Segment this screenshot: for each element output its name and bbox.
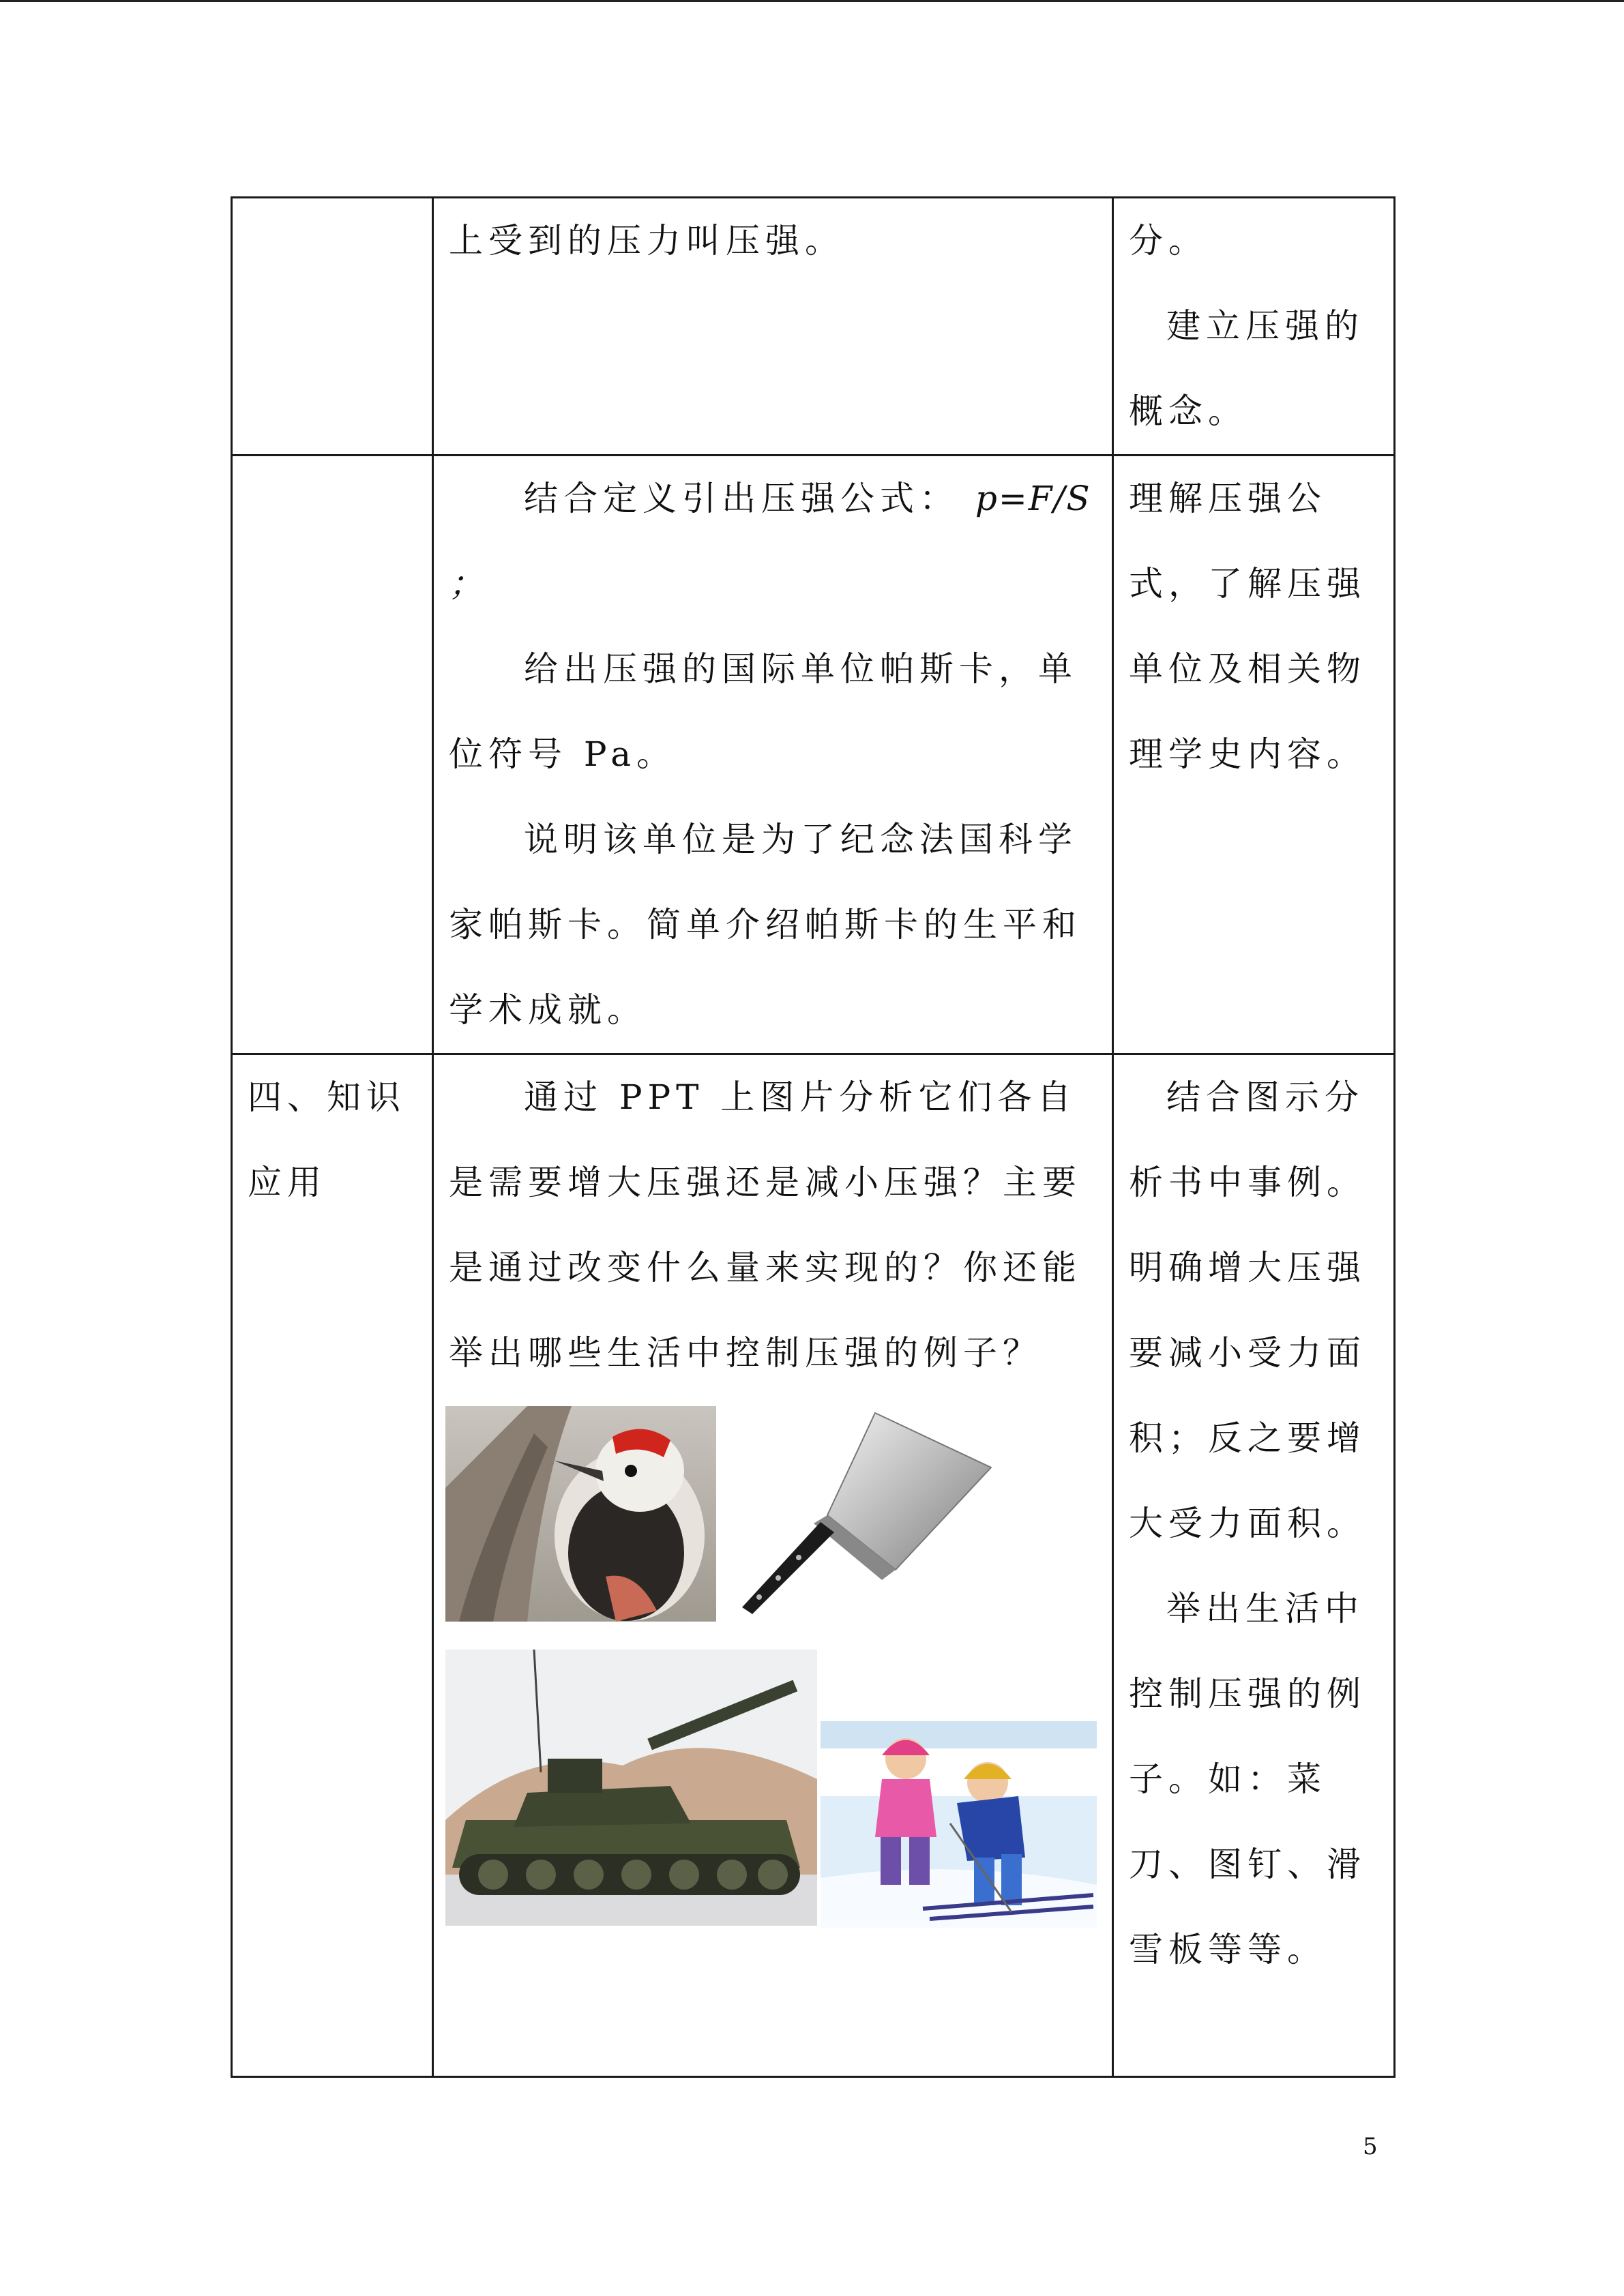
intent-text: 建立压强的概念。 bbox=[1129, 306, 1364, 431]
table-row bbox=[232, 1054, 1395, 2077]
content-text: 结合定义引出压强公式： p=F/S ； bbox=[449, 479, 1091, 603]
intent-text: 理解压强公式，了解压强单位及相关物理学史内容。 bbox=[1129, 479, 1366, 774]
content-text: 说明该单位是为了纪念法国科学家帕斯卡。简单介绍帕斯卡的生平和学术成就。 bbox=[449, 820, 1082, 1030]
content-text: 通过 PPT 上图片分析它们各自是需要增大压强还是减小压强？主要是通过改变什么量来实现的？你还能举出哪些生活中控制压强的例子？ bbox=[449, 1077, 1082, 1373]
table-row bbox=[232, 198, 1395, 456]
example-images bbox=[445, 1396, 1097, 1928]
lesson-plan-table bbox=[231, 196, 1396, 2078]
page-number: 5 bbox=[1363, 2133, 1378, 2160]
content-cell bbox=[433, 1054, 1113, 2077]
cleaver-knife-image bbox=[739, 1406, 998, 1624]
woodpecker-image bbox=[445, 1406, 716, 1622]
stage-cell bbox=[232, 198, 433, 456]
intent-text: 分。 bbox=[1129, 221, 1208, 260]
intent-text: 结合图示分析书中事例。明确增大压强要减小受力面积；反之要增大受力面积。 bbox=[1129, 1077, 1366, 1543]
intent-text: 举出生活中控制压强的例子。如：菜刀、图钉、滑雪板等等。 bbox=[1129, 1589, 1366, 1969]
content-text: 给出压强的国际单位帕斯卡，单位符号 Pa。 bbox=[449, 649, 1078, 774]
content-cell bbox=[433, 456, 1113, 1054]
intent-cell bbox=[1113, 198, 1395, 456]
content-text: 上受到的压力叫压强。 bbox=[449, 221, 844, 260]
skiing-children-image bbox=[821, 1721, 1097, 1928]
intent-cell bbox=[1113, 1054, 1395, 2077]
stage-cell bbox=[232, 1054, 433, 2077]
intent-cell bbox=[1113, 456, 1395, 1054]
table-row bbox=[232, 456, 1395, 1054]
stage-cell bbox=[232, 456, 433, 1054]
page-top-border bbox=[0, 0, 1624, 2]
stage-label: 四、知识应用 bbox=[248, 1077, 406, 1202]
tank-image bbox=[445, 1650, 817, 1926]
content-cell bbox=[433, 198, 1113, 456]
pressure-formula: p=F/S ； bbox=[449, 479, 1091, 603]
